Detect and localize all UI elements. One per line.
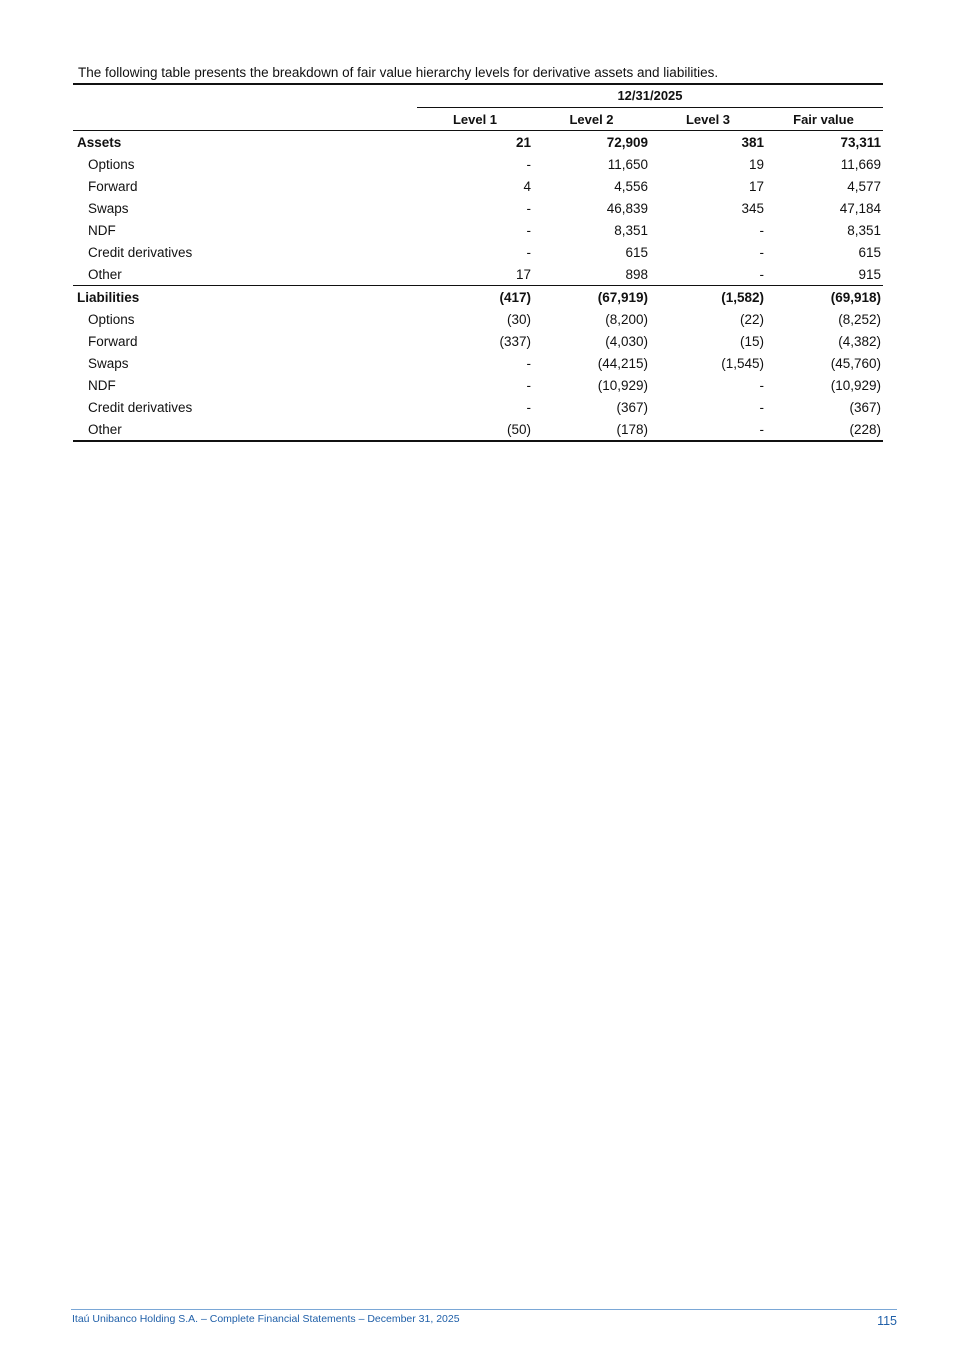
cell-fair-value: (69,918): [830, 289, 881, 305]
cell-level-2: 8,351: [614, 222, 648, 238]
table-row: [73, 263, 883, 285]
cell-level-1: -: [526, 355, 531, 371]
cell-fair-value: (10,929): [830, 377, 881, 393]
cell-fair-value: (45,760): [830, 355, 881, 371]
header-level-1: Level 1: [452, 111, 498, 127]
cell-level-3: (15): [739, 333, 764, 349]
cell-level-1: -: [526, 377, 531, 393]
row-label: Liabilities: [77, 289, 140, 305]
header-level-2: Level 2: [569, 111, 614, 127]
row-label: Options: [88, 311, 135, 327]
cell-fair-value: (8,252): [838, 311, 881, 327]
table-row: [73, 219, 883, 241]
row-label: Options: [88, 156, 135, 172]
row-label: Credit derivatives: [88, 244, 193, 260]
date-header: 12/31/2025: [617, 88, 683, 103]
row-label: Other: [88, 421, 122, 437]
cell-level-2: (367): [616, 399, 648, 415]
cell-level-1: -: [526, 222, 531, 238]
table-row: [73, 396, 883, 418]
assets-total-row: [73, 131, 883, 153]
cell-level-2: (44,215): [597, 355, 648, 371]
cell-level-1: -: [526, 244, 531, 260]
cell-level-1: 4: [523, 178, 531, 194]
cell-level-3: 381: [741, 134, 764, 150]
date-header-row: [73, 85, 883, 108]
cell-level-2: 46,839: [606, 200, 648, 216]
liabilities-total-row: [73, 285, 883, 308]
cell-level-2: (10,929): [597, 377, 648, 393]
cell-level-3: -: [759, 377, 764, 393]
cell-level-1: (337): [499, 333, 531, 349]
table-row: [73, 308, 883, 330]
intro-text: The following table presents the breakdown of fair value hierarchy levels for derivative assets and liabilities.: [78, 65, 719, 80]
cell-level-2: 72,909: [606, 134, 648, 150]
cell-fair-value: (4,382): [838, 333, 881, 349]
column-header-row: [73, 108, 883, 131]
cell-level-2: (178): [616, 421, 648, 437]
table-row: [73, 418, 883, 440]
cell-fair-value: 11,669: [840, 156, 881, 172]
cell-level-3: (1,545): [721, 355, 764, 371]
table-row: [73, 153, 883, 175]
cell-level-3: 19: [748, 156, 764, 172]
row-label: Credit derivatives: [88, 399, 193, 415]
row-label: Forward: [88, 178, 138, 194]
cell-fair-value: 73,311: [840, 134, 881, 150]
table-row: [73, 175, 883, 197]
cell-level-2: (4,030): [605, 333, 648, 349]
cell-level-3: -: [759, 222, 764, 238]
row-label: Swaps: [88, 200, 129, 216]
cell-level-1: -: [526, 399, 531, 415]
cell-fair-value: (228): [849, 421, 881, 437]
cell-level-1: -: [526, 156, 531, 172]
table-row: [73, 374, 883, 396]
row-label: Other: [88, 266, 122, 282]
row-label: Swaps: [88, 355, 129, 371]
cell-level-2: (8,200): [605, 311, 648, 327]
cell-fair-value: 615: [858, 244, 881, 260]
cell-level-2: (67,919): [597, 289, 648, 305]
table-row: [73, 197, 883, 219]
page-number: 115: [877, 1314, 897, 1328]
table-row: [73, 330, 883, 352]
cell-level-3: (22): [739, 311, 764, 327]
cell-level-1: 21: [515, 134, 531, 150]
cell-level-2: 898: [625, 266, 648, 282]
fair-value-hierarchy-table: [73, 83, 883, 442]
cell-fair-value: 4,577: [847, 178, 881, 194]
row-label: NDF: [88, 222, 116, 238]
row-label: NDF: [88, 377, 116, 393]
row-label: Assets: [77, 134, 122, 150]
cell-level-2: 4,556: [614, 178, 648, 194]
cell-fair-value: (367): [849, 399, 881, 415]
cell-fair-value: 8,351: [847, 222, 881, 238]
table-bottom-rule: [73, 440, 883, 442]
header-fair-value: Fair value: [793, 111, 854, 127]
cell-level-1: -: [526, 200, 531, 216]
table-row: [73, 241, 883, 263]
cell-level-3: -: [759, 399, 764, 415]
table-row: [73, 352, 883, 374]
cell-level-1: (30): [506, 311, 531, 327]
footer-text: Itaú Unibanco Holding S.A. – Complete Financial Statements – December 31, 2025: [72, 1313, 460, 1325]
cell-level-1: (417): [499, 289, 531, 305]
cell-level-1: (50): [506, 421, 531, 437]
cell-level-3: 345: [741, 200, 764, 216]
cell-level-1: 17: [515, 266, 531, 282]
cell-fair-value: 915: [858, 266, 881, 282]
cell-level-3: -: [759, 244, 764, 260]
footer-rule: [71, 1309, 897, 1310]
cell-level-3: 17: [748, 178, 764, 194]
header-level-3: Level 3: [685, 111, 731, 127]
cell-level-3: -: [759, 421, 764, 437]
cell-level-3: -: [759, 266, 764, 282]
date-rule: [417, 107, 883, 108]
row-label: Forward: [88, 333, 138, 349]
cell-level-3: (1,582): [721, 289, 764, 305]
cell-level-2: 11,650: [607, 156, 648, 172]
cell-fair-value: 47,184: [839, 200, 881, 216]
cell-level-2: 615: [625, 244, 648, 260]
